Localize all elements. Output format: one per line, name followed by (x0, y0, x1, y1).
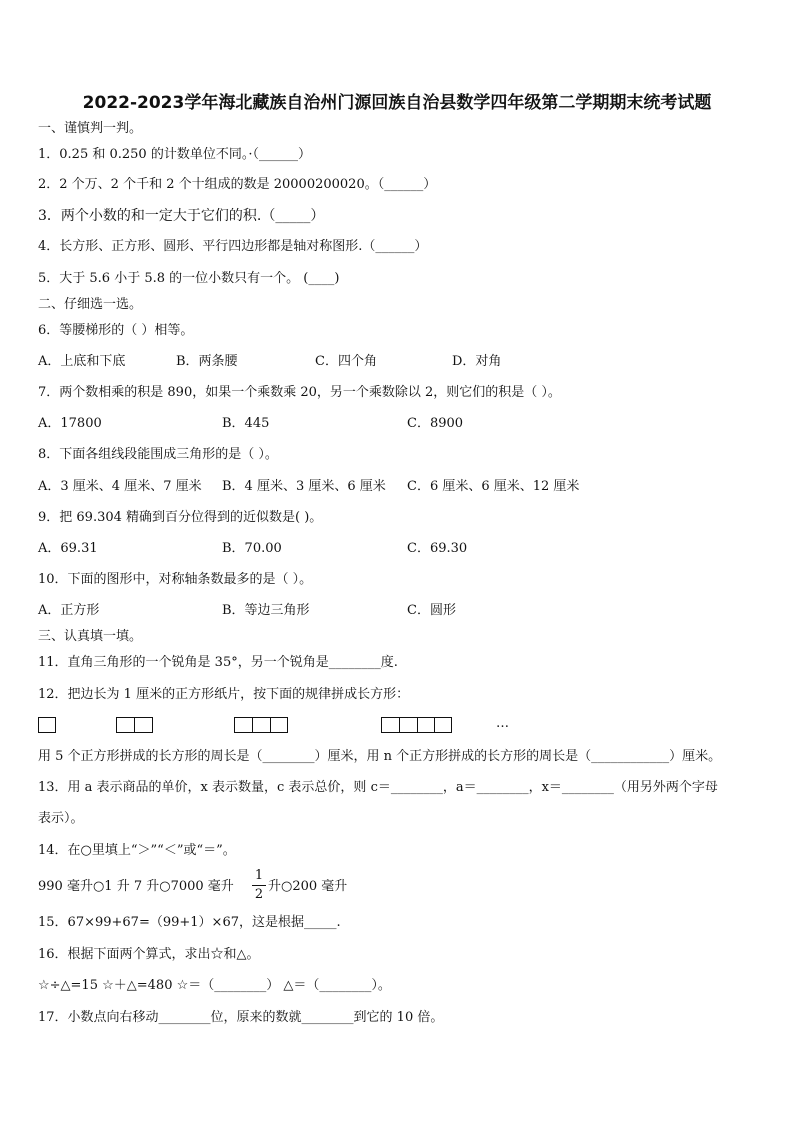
page-title: 2022-2023学年海北藏族自治州门源回族自治县数学四年级第二学期期末统考试题 (82, 93, 712, 113)
square-pattern-figure (0, 717, 794, 737)
q6-option-d: D．对角 (452, 354, 502, 369)
question-12: 12．把边长为 1 厘米的正方形纸片，按下面的规律拼成长方形： (38, 687, 410, 702)
question-5: 5．大于 5.6 小于 5.8 的一位小数只有一个。 (____) (38, 271, 340, 286)
q6-option-c: C．四个角 (315, 354, 377, 369)
question-9: 9．把 69.304 精确到百分位得到的近似数是( )。 (38, 510, 323, 525)
q7-option-b: B．445 (222, 416, 270, 431)
q10-option-a: A．正方形 (38, 603, 100, 618)
q10-option-b: B．等边三角形 (222, 603, 310, 618)
question-16-equations: ☆÷△=15 ☆＋△=480 ☆＝（________） △＝（________）。 (38, 978, 391, 993)
question-17: 17．小数点向右移动________位，原来的数就________到它的 10 倍。 (38, 1010, 444, 1025)
section-heading-choice: 二、仔细选一选。 (38, 297, 143, 312)
q9-option-c: C．69.30 (407, 541, 468, 556)
pattern-two-squares (116, 717, 153, 733)
section-heading-fill: 三、认真填一填。 (38, 629, 143, 644)
question-11: 11．直角三角形的一个锐角是 35°，另一个锐角是________度. (38, 655, 398, 670)
question-10: 10．下面的图形中，对称轴条数最多的是（ ）。 (38, 572, 313, 587)
question-2: 2．2 个万、2 个千和 2 个十组成的数是 20000200020。（______） (38, 177, 437, 192)
pattern-one-square (38, 717, 56, 733)
question-14-comparisons: 990 毫升○1 升 7 升○7000 毫升 (38, 879, 234, 894)
pattern-four-squares (381, 717, 452, 733)
fraction-numerator: 1 (254, 868, 264, 883)
question-6: 6．等腰梯形的（ ）相等。 (38, 323, 194, 338)
section-heading-judge: 一、谨慎判一判。 (38, 121, 143, 136)
q7-option-c: C．8900 (407, 416, 464, 431)
question-1: 1．0.25 和 0.250 的计数单位不同。·（______） (38, 147, 311, 162)
fraction-denominator: 2 (254, 887, 264, 902)
q8-option-a: A．3 厘米、4 厘米、7 厘米 (38, 479, 202, 494)
pattern-ellipsis: … (496, 716, 509, 731)
question-3: 3．两个小数的和一定大于它们的积.（_____） (38, 208, 325, 224)
q6-option-a: A．上底和下底 (38, 354, 126, 369)
question-15: 15．67×99+67=（99+1）×67，这是根据_____. (38, 915, 341, 930)
question-13-continued: 表示）。 (38, 811, 84, 826)
question-8: 8．下面各组线段能围成三角形的是（ ）。 (38, 447, 278, 462)
q8-option-b: B．4 厘米、3 厘米、6 厘米 (222, 479, 386, 494)
pattern-three-squares (234, 717, 288, 733)
q8-option-c: C．6 厘米、6 厘米、12 厘米 (407, 479, 580, 494)
question-14: 14．在○里填上“＞”“＜”或“＝”。 (38, 843, 236, 858)
q9-option-b: B．70.00 (222, 541, 282, 556)
q9-option-a: A．69.31 (38, 541, 98, 556)
q7-option-a: A．17800 (38, 416, 102, 431)
question-14-comparison-3: 升○200 毫升 (268, 879, 348, 894)
q6-option-b: B．两条腰 (176, 354, 238, 369)
fraction-one-half (252, 868, 266, 903)
question-7: 7．两个数相乘的积是 890，如果一个乘数乘 20，另一个乘数除以 2，则它们的积是（ ）。 (38, 385, 561, 400)
question-4: 4．长方形、正方形、圆形、平行四边形都是轴对称图形.（______） (38, 239, 428, 254)
question-13: 13．用 a 表示商品的单价，x 表示数量，c 表示总价，则 c＝________，a＝________，x＝________（用另外两个字母 (38, 780, 718, 795)
question-16: 16．根据下面两个算式，求出☆和△。 (38, 947, 260, 962)
question-12-answer: 用 5 个正方形拼成的长方形的周长是（________）厘米，用 n 个正方形拼成的长方形的周长是（____________）厘米。 (38, 749, 722, 764)
q10-option-c: C．圆形 (407, 603, 456, 618)
